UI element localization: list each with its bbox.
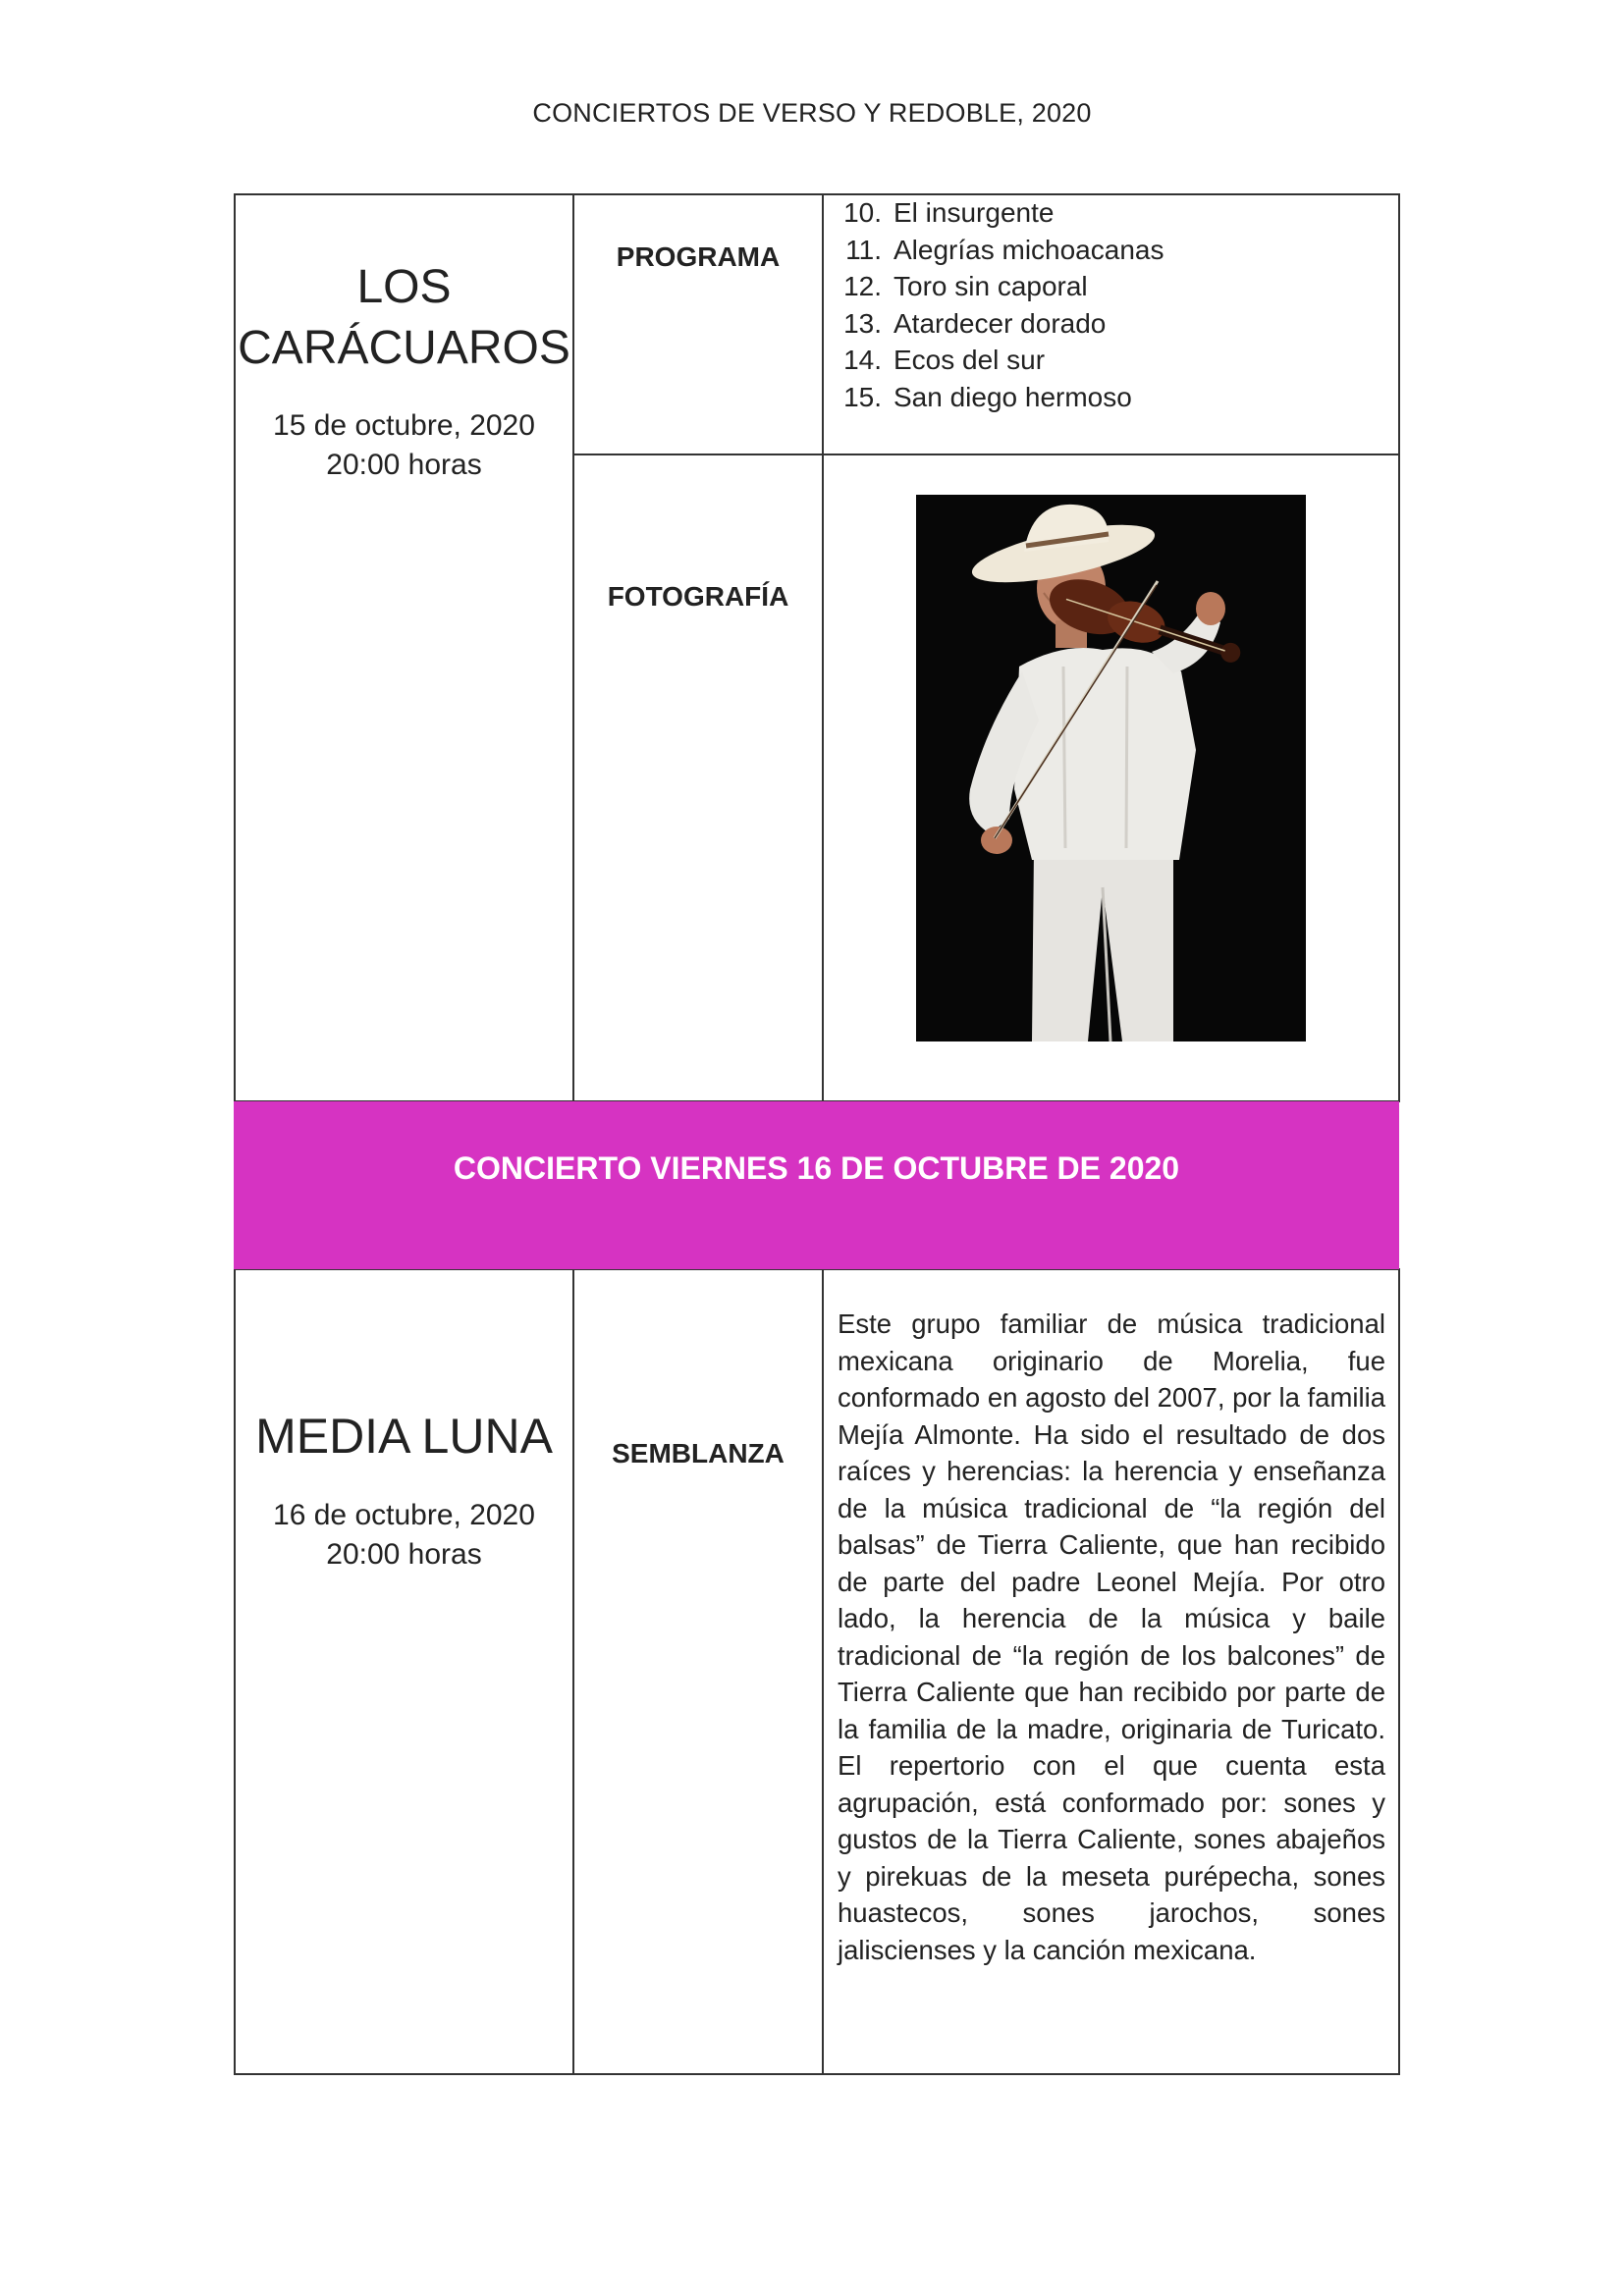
list-item xyxy=(821,268,1371,305)
semblanza-label: SEMBLANZA xyxy=(612,1438,785,1468)
list-item xyxy=(821,194,1371,232)
column-divider-1b xyxy=(572,1268,574,2075)
list-item xyxy=(821,305,1371,343)
group-name: MEDIA LUNA xyxy=(255,1409,553,1464)
column-divider-2b xyxy=(822,1268,824,2075)
item-number: 10. xyxy=(843,197,882,228)
group-name-line2: CARÁCUAROS xyxy=(238,322,570,374)
concert-date: 16 de octubre, 2020 xyxy=(273,1499,535,1531)
group-cell-los-caracuaros xyxy=(236,257,572,485)
list-item xyxy=(821,342,1371,379)
concert-banner xyxy=(234,1101,1399,1269)
item-title: Toro sin caporal xyxy=(893,271,1088,301)
list-item xyxy=(821,379,1371,416)
banner-title: CONCIERTO VIERNES 16 DE OCTUBRE DE 2020 xyxy=(453,1150,1180,1186)
item-title: Ecos del sur xyxy=(893,345,1046,375)
group-name-line1: LOS xyxy=(356,261,452,313)
violinist-illustration xyxy=(916,495,1306,1041)
item-title: Atardecer dorado xyxy=(893,307,1107,339)
table-border-right-2 xyxy=(1398,1268,1400,2075)
group-name xyxy=(236,257,572,379)
item-number: 12. xyxy=(843,271,882,301)
table-border-right-1 xyxy=(1398,193,1400,1102)
item-number: 13. xyxy=(843,307,882,339)
program-list xyxy=(821,194,1371,415)
table-border-left-2 xyxy=(234,1268,236,2075)
item-number: 11. xyxy=(845,234,882,265)
violinist-photo xyxy=(916,495,1306,1041)
table-border-bottom xyxy=(234,2073,1400,2075)
concert-date: 15 de octubre, 2020 xyxy=(273,409,535,442)
group-cell-media-luna xyxy=(236,1406,572,1575)
row-divider-programa xyxy=(572,454,1400,455)
concert-time: 20:00 horas xyxy=(326,1538,482,1571)
concert-datetime xyxy=(236,1496,572,1575)
item-title: El insurgente xyxy=(893,197,1055,228)
fotografia-label: FOTOGRAFÍA xyxy=(607,581,789,612)
programa-label: PROGRAMA xyxy=(616,241,781,272)
column-divider-1a xyxy=(572,193,574,1102)
item-number: 15. xyxy=(843,381,882,412)
page-header: CONCIERTOS DE VERSO Y REDOBLE, 2020 xyxy=(532,98,1092,128)
semblanza-text: Este grupo familiar de música tradicional mexicana originario de Morelia, fue conformado en agosto del 2007, por la familia Mejía Almonte. Ha sido el resultado de dos raíces y herencias: la herencia y enseñanza de la música tradicional de “la región del balsas” de Tierra Caliente, que han recibido de parte del padre Leonel Mejía. Por otro lado, la herencia de la música y baile tradicional de “la región de los balcones” de Tierra Caliente que han recibido por parte de la familia de la madre, originaria de Turicato. El repertorio con el que cuenta esta agrupación, está conformado por: sones y gustos de la Tierra Caliente, sones abajeños y pirekuas de la meseta purépecha, sones huastecos, sones jarochos, sones jaliscienses y la canción mexicana. xyxy=(838,1308,1385,1965)
concert-time: 20:00 horas xyxy=(326,449,482,481)
list-item xyxy=(821,232,1371,269)
concert-datetime xyxy=(236,406,572,485)
item-title: San diego hermoso xyxy=(893,381,1132,412)
item-number: 14. xyxy=(843,345,882,375)
item-title: Alegrías michoacanas xyxy=(893,234,1164,265)
